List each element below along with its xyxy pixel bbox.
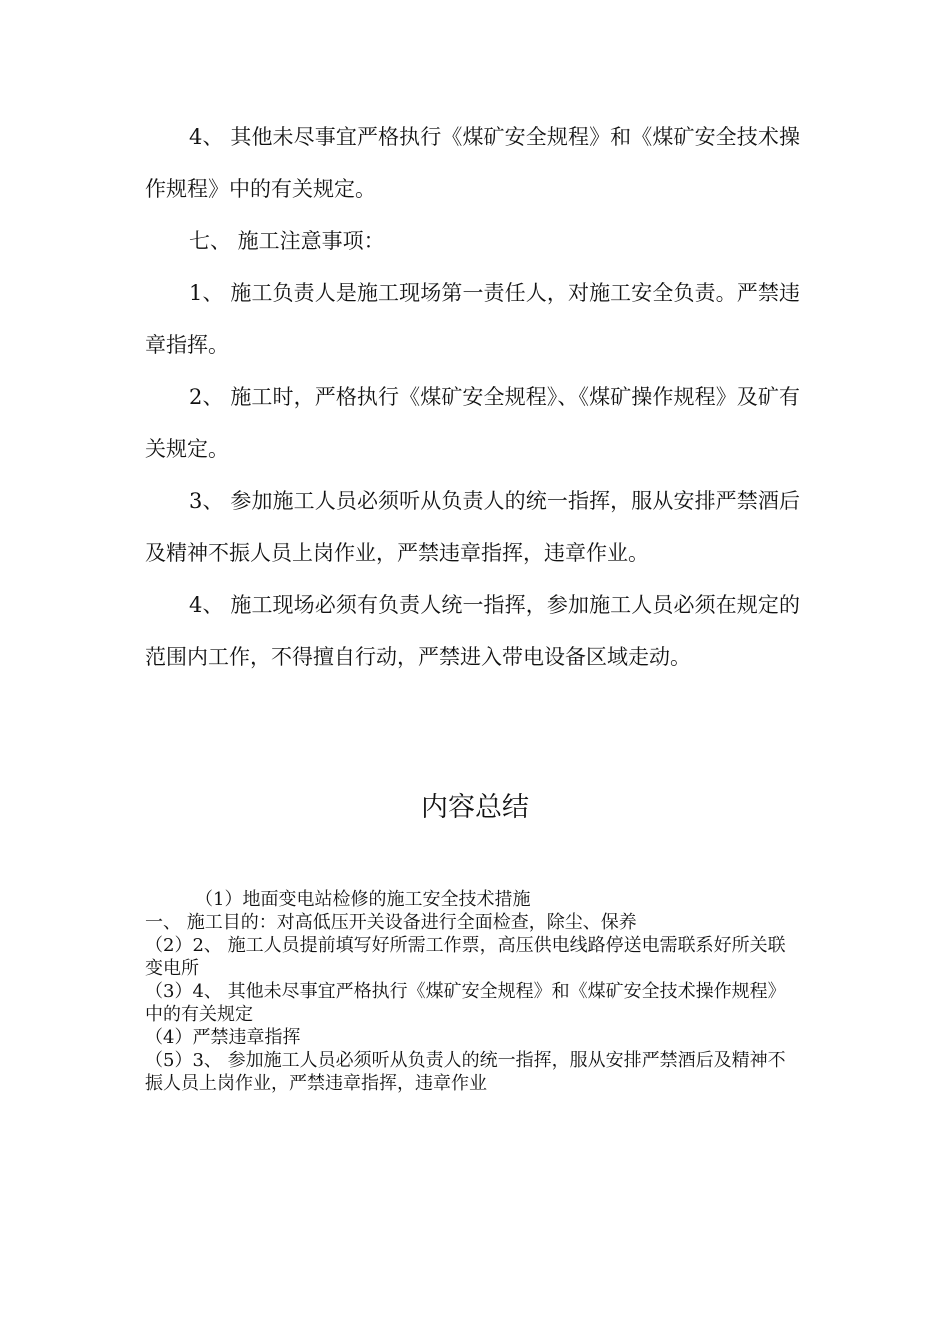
summary-line: （2）2、 施工人员提前填写好所需工作票，高压供电线路停送电需联系好所关联变电所 bbox=[145, 935, 786, 979]
summary-list bbox=[145, 888, 800, 1095]
paragraph-item-3-personnel: 3、 参加施工人员必须听从负责人的统一指挥，服从安排严禁酒后及精神不振人员上岗作业，严禁违章指挥，违章作业。 bbox=[145, 489, 800, 565]
summary-line: （5）3、 参加施工人员必须听从负责人的统一指挥，服从安排严禁酒后及精神不振人员上岗作业，严禁违章指挥，违章作业 bbox=[145, 1050, 786, 1094]
paragraph-item-1-responsibility: 1、 施工负责人是施工现场第一责任人，对施工安全负责。严禁违章指挥。 bbox=[145, 281, 800, 357]
body-text bbox=[145, 111, 800, 683]
summary-line: （4）严禁违章指挥 bbox=[145, 1027, 301, 1048]
paragraph-item-4-regulations: 4、 其他未尽事宜严格执行《煤矿安全规程》和《煤矿安全技术操作规程》中的有关规定。 bbox=[145, 125, 800, 201]
summary-line: 一、 施工目的：对高低压开关设备进行全面检查，除尘、保养 bbox=[145, 912, 637, 933]
summary-title: 内容总结 bbox=[421, 792, 529, 823]
section-heading-precautions: 七、 施工注意事项： bbox=[189, 229, 385, 253]
summary-line: （3）4、 其他未尽事宜严格执行《煤矿安全规程》和《煤矿安全技术操作规程》中的有关规定 bbox=[145, 981, 786, 1025]
summary-line: （1）地面变电站检修的施工安全技术措施 bbox=[195, 889, 531, 910]
paragraph-item-2-execution: 2、 施工时，严格执行《煤矿安全规程》、《煤矿操作规程》及矿有关规定。 bbox=[145, 385, 800, 461]
paragraph-item-4-site-command: 4、 施工现场必须有负责人统一指挥，参加施工人员必须在规定的范围内工作，不得擅自行动，严禁进入带电设备区域走动。 bbox=[145, 593, 800, 669]
